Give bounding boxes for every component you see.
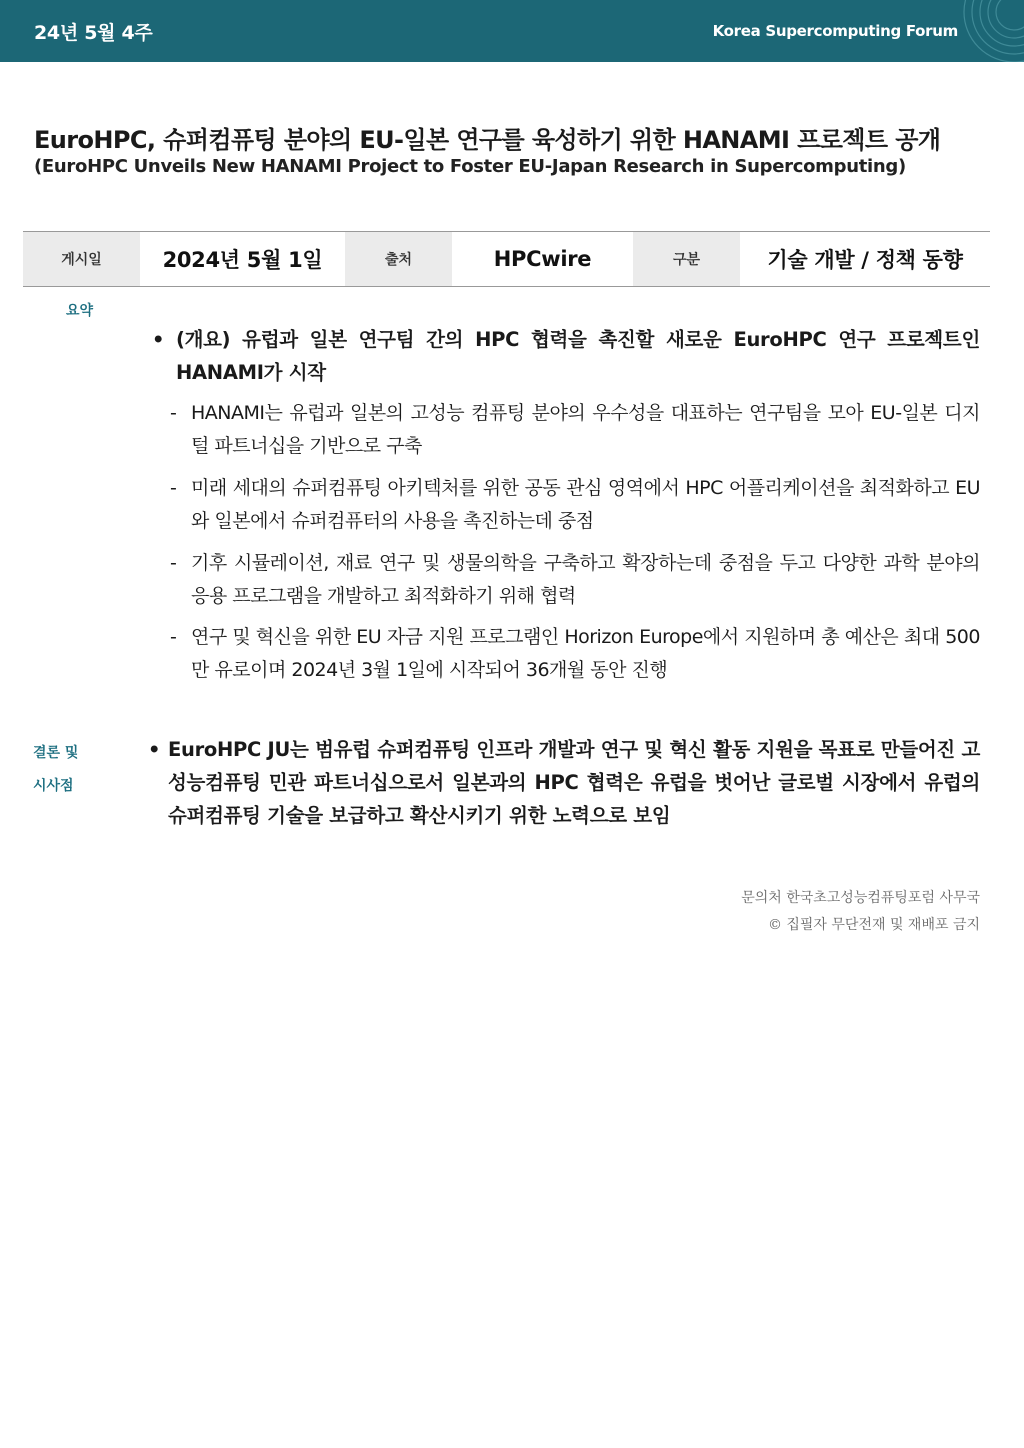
article-subtitle: (EuroHPC Unveils New HANAMI Project to Foster EU-Japan Research in Supercomputing)	[34, 156, 906, 177]
source-value: HPCwire	[493, 247, 592, 271]
bullet-dot-icon: •	[148, 738, 161, 761]
summary-dash-text: HANAMI는 유럽과 일본의 고성능 컴퓨팅 분야의 우수성을 대표하는 연구팀을 모아 EU-일본 디지털 파트너십을 기반으로 구축	[191, 402, 980, 457]
footer-contact: 문의처 한국초고성능컴퓨팅포럼 사무국	[741, 890, 980, 906]
source-label: 출처	[345, 232, 452, 286]
summary-dash-text: 미래 세대의 슈퍼컴퓨팅 아키텍처를 위한 공동 관심 영역에서 HPC 어플리케이션을 최적화하고 EU와 일본에서 슈퍼컴퓨터의 사용을 촉진하는데 중점	[191, 477, 980, 532]
summary-bullet	[152, 323, 980, 389]
summary-dash-item	[170, 397, 980, 463]
dash-icon: -	[170, 626, 177, 648]
conclusion-label	[33, 737, 78, 803]
summary-dash-text: 기후 시뮬레이션, 재료 연구 및 생물의학을 구축하고 확장하는데 중점을 두고 다양한 과학 분야의 응용 프로그램을 개발하고 최적화하기 위해 협력	[191, 552, 980, 607]
conclusion-bullet-text: EuroHPC JU는 범유럽 슈퍼컴퓨팅 인프라 개발과 연구 및 혁신 활동 지원을 목표로 만들어진 고성능컴퓨팅 민관 파트너십으로서 일본과의 HPC 협력은 유럽을 벗어난 글로벌 시장에서 유럽의 슈퍼컴퓨팅 기술을 보급하고 확산시키기 위한 노력으로 보임	[168, 738, 980, 827]
summary-dash-item	[170, 547, 980, 613]
summary-label: 요약	[66, 303, 94, 319]
meta-table	[23, 231, 990, 287]
conclusion-label-line1: 결론 및	[33, 745, 79, 761]
summary-dash-item	[170, 472, 980, 538]
conclusion-bullet	[148, 733, 980, 832]
article-title: EuroHPC, 슈퍼컴퓨팅 분야의 EU-일본 연구를 육성하기 위한 HANAMI 프로젝트 공개	[34, 126, 941, 154]
summary-dash-text: 연구 및 혁신을 위한 EU 자금 지원 프로그램인 Horizon Europe에서 지원하며 총 예산은 최대 500만 유로이며 2024년 3월 1일에 시작되어 36개월 동안 진행	[191, 626, 980, 681]
date-value: 2024년 5월 1일	[162, 248, 323, 272]
decorative-swirl-icon	[904, 0, 1024, 62]
category-value: 기술 개발 / 정책 동향	[767, 248, 963, 272]
summary-bullet-text: (개요) 유럽과 일본 연구팀 간의 HPC 협력을 촉진할 새로운 EuroHPC 연구 프로젝트인 HANAMI가 시작	[176, 328, 980, 384]
issue-week: 24년 5월 4주	[34, 22, 153, 44]
header-bar	[0, 0, 1024, 62]
category-label: 구분	[633, 232, 740, 286]
date-label: 게시일	[23, 232, 140, 286]
summary-dash-item	[170, 621, 980, 687]
dash-icon: -	[170, 402, 177, 424]
dash-icon: -	[170, 477, 177, 499]
conclusion-label-line2: 시사점	[33, 778, 74, 794]
bullet-dot-icon: •	[152, 328, 165, 351]
footer-copyright: © 집필자 무단전재 및 재배포 금지	[767, 917, 980, 933]
dash-icon: -	[170, 552, 177, 574]
org-name: Korea Supercomputing Forum	[712, 22, 958, 40]
